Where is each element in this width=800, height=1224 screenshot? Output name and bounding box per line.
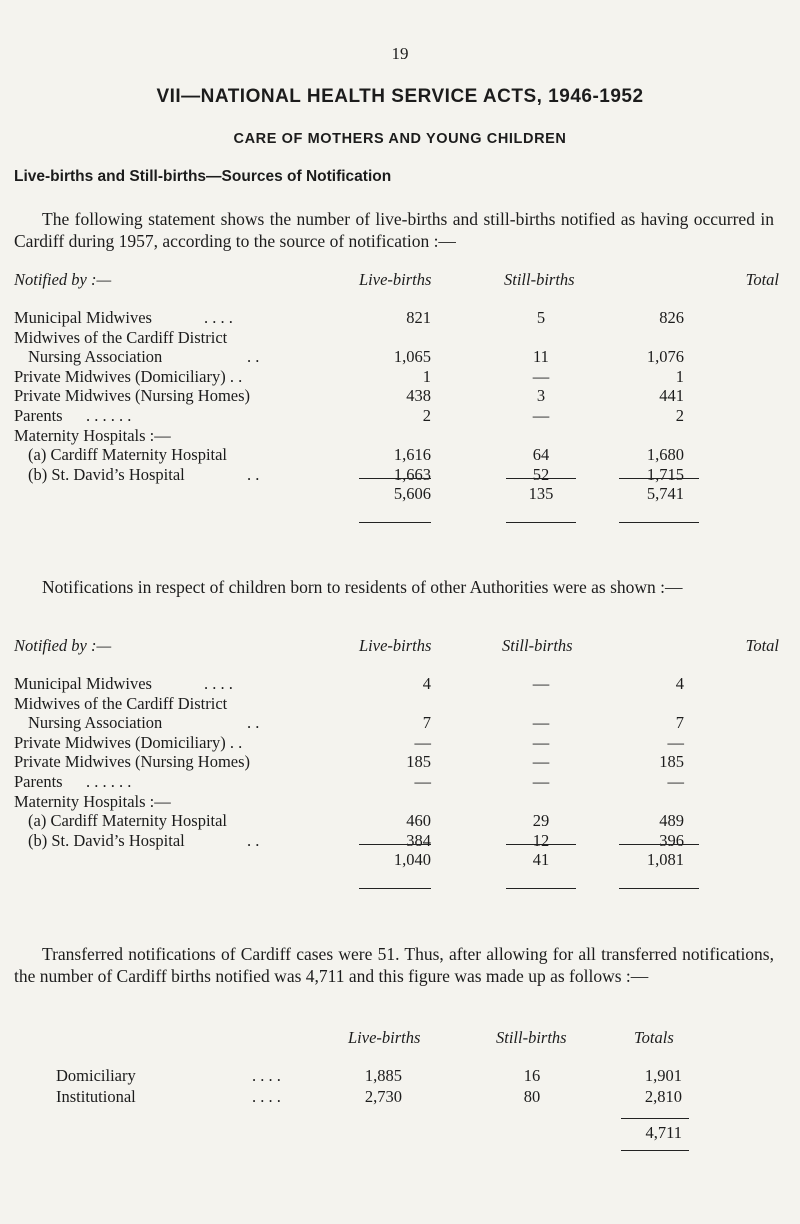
cell-total: 826 (659, 308, 684, 327)
cell-total: 489 (659, 811, 684, 831)
leader-dots: . . . . (252, 1066, 281, 1085)
header-live-births: Live-births (348, 1028, 421, 1047)
cell-live: — (414, 772, 431, 791)
row-label: Maternity Hospitals :— (14, 791, 171, 811)
row-label: Institutional (56, 1087, 136, 1106)
cell-total: 1,076 (646, 347, 684, 367)
cell-still: 12 (532, 830, 550, 850)
cell-live: 384 (406, 830, 431, 850)
rule-still-top (506, 844, 576, 845)
header-still-births: Still-births (504, 270, 575, 289)
row-label: (a) Cardiff Maternity Hospital (28, 445, 228, 465)
table-row-totals (14, 850, 784, 872)
leader-dots: . . (247, 347, 260, 367)
leader-dots: . . . . (204, 674, 233, 693)
table-row-totals (14, 484, 784, 506)
cell-live: 4 (422, 674, 431, 693)
cell-live: 438 (406, 386, 431, 406)
header-still-births: Still-births (502, 636, 573, 655)
cell-total: 7 (675, 713, 684, 733)
row-label: Nursing Association (28, 347, 163, 367)
intro-paragraph-text: The following statement shows the number of live-births and still-births notified as having occurred in Cardiff during 1957, according to the source of notification :— (14, 209, 774, 251)
table-row (14, 1066, 784, 1088)
cell-live: 2,730 (364, 1087, 402, 1106)
cell-total: 4 (675, 674, 684, 693)
cell-total: 396 (659, 830, 684, 850)
rule-total-bottom (619, 522, 699, 523)
cell-total: 2,810 (644, 1087, 682, 1106)
row-label: Nursing Association (28, 713, 163, 733)
rule-live-top (359, 478, 431, 479)
rule-grand-total-top (621, 1118, 689, 1119)
row-label: Parents (14, 406, 63, 425)
paragraph-other-authorities (14, 576, 774, 598)
cell-still: 52 (532, 464, 550, 484)
paragraph-other-authorities-text: Notifications in respect of children born to residents of other Authorities were as shown :— (42, 577, 683, 597)
cell-still: — (532, 713, 550, 733)
cell-total: 1,901 (644, 1066, 682, 1085)
total-live-births: 1,040 (393, 850, 431, 869)
cell-still: 16 (523, 1066, 541, 1085)
row-label: Midwives of the Cardiff District (14, 693, 228, 713)
total-all: 1,081 (646, 850, 684, 869)
paragraph-transferred (14, 943, 774, 987)
row-label: Private Midwives (Domiciliary) . . (14, 366, 243, 386)
row-label: (a) Cardiff Maternity Hospital (28, 811, 228, 831)
row-label: (b) St. David’s Hospital (28, 830, 185, 850)
cell-total: — (667, 732, 684, 752)
cell-still: — (532, 772, 550, 791)
cell-still: 11 (533, 347, 549, 367)
header-live-births: Live-births (359, 270, 432, 289)
cell-live: — (414, 732, 431, 752)
cell-live: 1,663 (393, 464, 431, 484)
total-still-births: 135 (528, 484, 554, 503)
leader-dots: . . . . . . (86, 406, 132, 425)
rule-still-bottom (506, 888, 576, 889)
rule-still-bottom (506, 522, 576, 523)
paragraph-transferred-text: Transferred notifications of Cardiff cases were 51. Thus, after allowing for all transferred notifications, the number of Cardiff births notified was 4,711 and this figure was made up as follows :— (14, 944, 774, 986)
cell-still: 29 (532, 811, 550, 831)
cell-live: 460 (406, 811, 431, 831)
rule-live-bottom (359, 888, 431, 889)
cell-still: — (532, 752, 550, 772)
cell-live: 1,616 (393, 445, 431, 465)
table-row-grand-total (14, 1123, 784, 1145)
cell-still: 80 (523, 1087, 541, 1106)
cell-still: — (532, 366, 550, 386)
cell-total: 441 (659, 386, 684, 406)
page-number: 19 (391, 44, 409, 63)
rule-live-bottom (359, 522, 431, 523)
row-label: Private Midwives (Nursing Homes) (14, 752, 251, 772)
row-label: Private Midwives (Domiciliary) . . (14, 732, 243, 752)
leader-dots: . . (247, 713, 260, 733)
header-total: Total (745, 270, 779, 289)
rule-total-bottom (619, 888, 699, 889)
total-live-births: 5,606 (393, 484, 431, 503)
cell-still: 5 (536, 308, 546, 327)
rule-total-top (619, 844, 699, 845)
row-label: Domiciliary (56, 1066, 136, 1085)
cell-still: 64 (532, 445, 550, 465)
page-subtitle: CARE OF MOTHERS AND YOUNG CHILDREN (233, 131, 567, 147)
intro-paragraph (14, 208, 774, 252)
header-notified-by: Notified by :— (14, 636, 112, 655)
cell-live: 1 (422, 366, 431, 386)
row-label: Municipal Midwives (14, 308, 152, 327)
rule-grand-total-bottom (621, 1150, 689, 1151)
leader-dots: . . . . (252, 1087, 281, 1106)
cell-total: 1,715 (646, 464, 684, 484)
cell-total: 2 (675, 406, 684, 425)
cell-still: 3 (536, 386, 546, 406)
row-label: Maternity Hospitals :— (14, 425, 171, 445)
leader-dots: . . . . . . (86, 772, 132, 791)
table-row (14, 1087, 784, 1109)
row-label: Municipal Midwives (14, 674, 152, 693)
cell-live: 821 (406, 308, 431, 327)
header-total: Total (745, 636, 779, 655)
leader-dots: . . . . (204, 308, 233, 327)
rule-total-top (619, 478, 699, 479)
cell-live: 1,065 (393, 347, 431, 367)
cell-still: — (532, 732, 550, 752)
header-notified-by: Notified by :— (14, 270, 112, 289)
header-live-births: Live-births (359, 636, 432, 655)
header-still-births: Still-births (496, 1028, 567, 1047)
total-all: 5,741 (646, 484, 684, 503)
cell-total: 185 (659, 752, 684, 772)
cell-total: — (667, 772, 684, 791)
row-label: Private Midwives (Nursing Homes) (14, 386, 251, 406)
section-heading: Live-births and Still-births—Sources of Notification (14, 168, 392, 185)
leader-dots: . . (247, 830, 260, 850)
row-label: Parents (14, 772, 63, 791)
cell-live: 2 (422, 406, 431, 425)
rule-still-top (506, 478, 576, 479)
cell-total: 1,680 (646, 445, 684, 465)
page-title: VII—NATIONAL HEALTH SERVICE ACTS, 1946-1952 (156, 86, 644, 107)
cell-total: 1 (675, 366, 684, 386)
cell-live: 7 (422, 713, 431, 733)
cell-live: 185 (406, 752, 431, 772)
cell-live: 1,885 (364, 1066, 402, 1085)
rule-live-top (359, 844, 431, 845)
row-label: Midwives of the Cardiff District (14, 327, 228, 347)
grand-total: 4,711 (645, 1123, 682, 1142)
cell-still: — (532, 406, 550, 425)
cell-still: — (532, 674, 550, 693)
row-label: (b) St. David’s Hospital (28, 464, 185, 484)
leader-dots: . . (247, 464, 260, 484)
total-still-births: 41 (532, 850, 550, 869)
header-totals: Totals (634, 1028, 674, 1047)
